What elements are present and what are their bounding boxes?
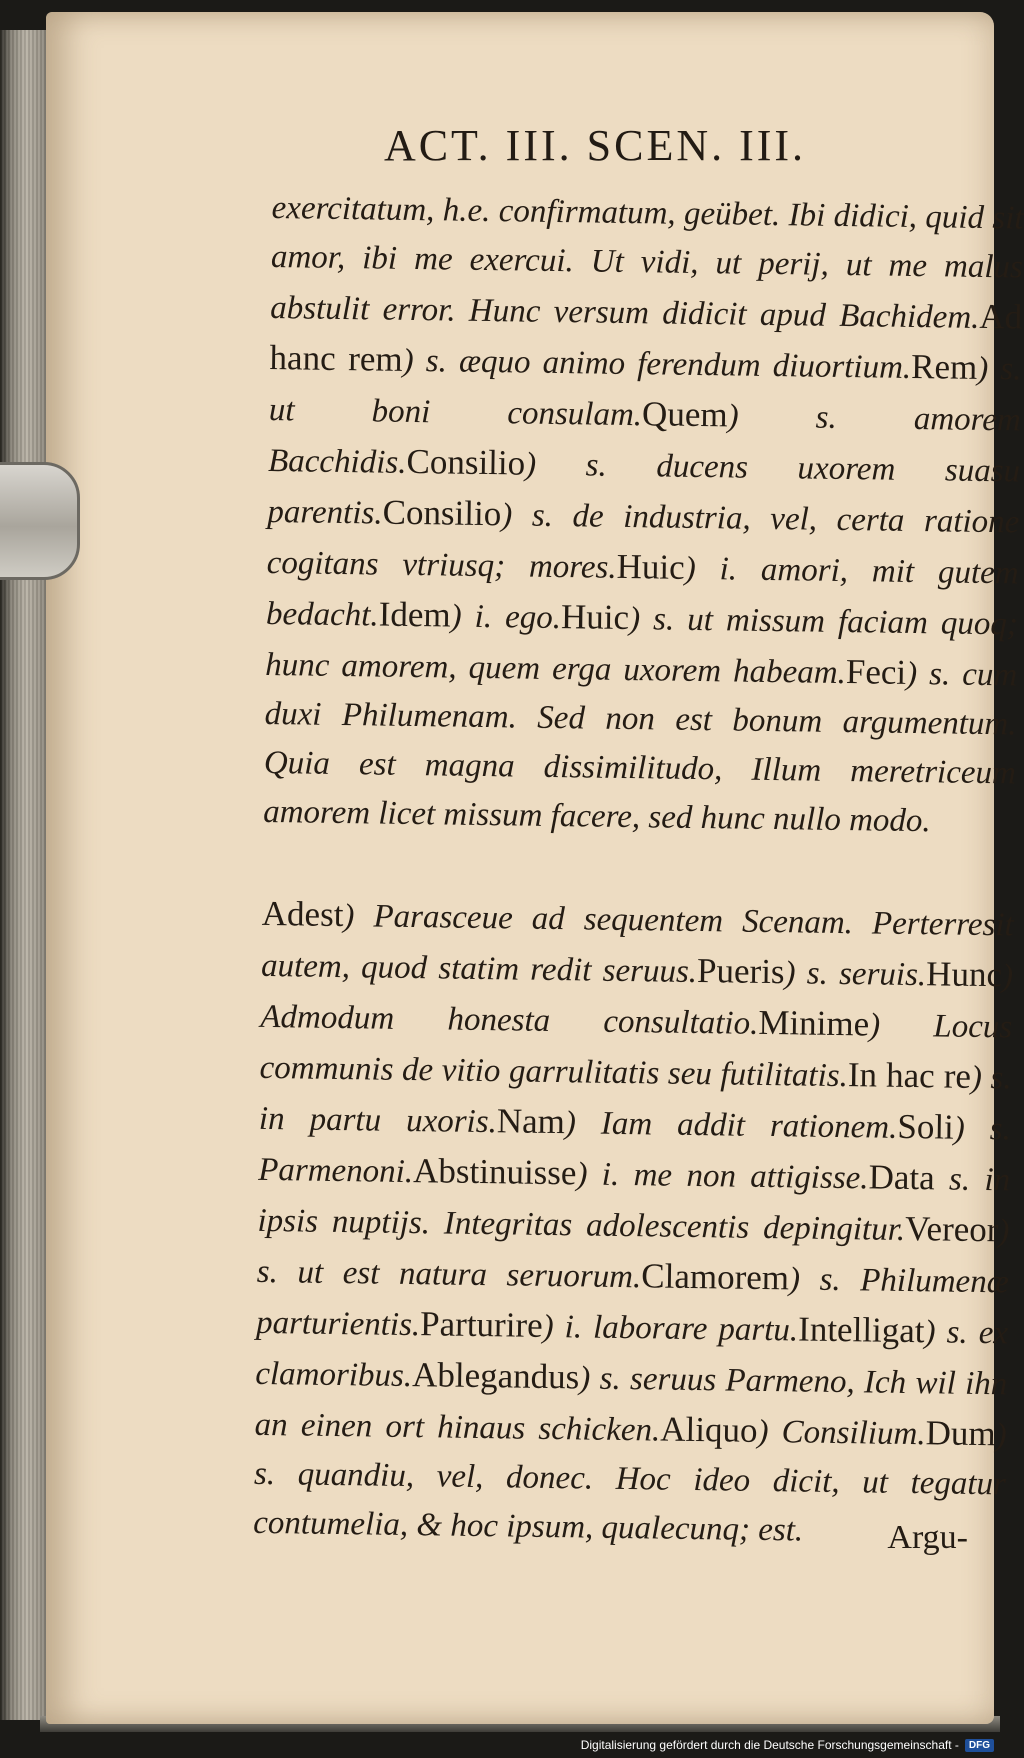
lemma-word: Feci [845,652,907,692]
lemma-word: Huic [560,597,630,638]
lemma-word: Huic [616,546,686,587]
lemma-word: Data [868,1157,935,1198]
lemma-word: Dum [925,1413,996,1454]
lemma-word: In hac re [847,1055,972,1096]
gloss-text: ) s. cum duxi Philumenam. Sed non est bonum argumentum. Quia est magna dissimilitudo, Illum meretriceum amorem licet missum facere, sed hunc nullo modo. [262,655,1018,840]
lemma-word: Ad hanc rem [269,296,1023,379]
lemma-word: Quem [641,394,728,435]
gloss-text: ) s. quandiu, vel, donec. Hoc ideo dicit, ut tegatur contumelia, & hoc ipsum, qualecunq; est. [253,1417,1007,1549]
gloss-text: ) s. Philumenæ parturientis. [255,1261,1009,1344]
gloss-text: ) s. seruus Parmeno, Ich wil ihn an einen ort hinaus schicken. [254,1360,1008,1449]
gloss-text: ) i. ego. [450,598,562,637]
gloss-text: ) i. me non attigisse. [576,1156,869,1197]
lemma-word: Consilio [406,441,526,483]
lemma-word: Parturire [419,1304,543,1345]
lemma-word: Clamorem [641,1256,790,1298]
gloss-text: ) s. ex clamoribus. [255,1314,1009,1395]
lemma-word: Consilio [382,492,502,534]
gloss-text: ) Iam addit rationem. [564,1105,898,1146]
gloss-text: ) i. amori, mit gutem bedacht. [265,550,1019,634]
gloss-text: ) s. in partu uxoris. [258,1059,1012,1141]
gloss-text: s. in ipsis nuptijs. Integritas adolescentis depingitur. [257,1161,1011,1248]
lemma-word: Soli [897,1106,955,1147]
gloss-text: ) s. Parmenoni. [257,1110,1012,1191]
gloss-text: ) s. æquo animo ferendum diuortium. [402,342,912,386]
gloss-text: ) Admodum honesta consultatio. [260,958,1014,1042]
lemma-word: Aliquo [660,1409,758,1450]
gloss-text: ) i. laborare partu. [542,1308,799,1349]
lemma-word: Pueris [696,951,785,992]
gloss-text: ) Locus communis de vitio garrulitatis seu futilitatis. [259,1007,1013,1095]
lemma-word: Intelligat [797,1309,925,1351]
lemma-word: Hunc [925,954,1003,995]
gloss-text: ) s. amorem Bacchidis. [267,398,1022,481]
commentary-text [253,184,1024,1558]
paragraph-2 [253,889,1014,1558]
digitization-credit [573,1734,1000,1756]
credit-text: Digitalisierung gefördert durch die Deutsche Forschungsgemeinschaft - [580,1738,959,1752]
gloss-text: ) s. ut boni consulam. [268,350,1022,434]
lemma-word: Idem [378,594,451,635]
gloss-text: ) s. seruis. [784,955,927,994]
lemma-word: Adest [261,893,344,935]
gloss-text: ) s. ut missum faciam quoq; hunc amorem, quem erga uxorem habeam. [265,601,1019,692]
gloss-text: ) Parasceue ad sequentem Scenam. Perterresit autem, quod statim redit seruus. [260,898,1014,991]
running-head: ACT. III. SCEN. III. [383,121,807,170]
gloss-text: ) s. de industria, vel, certa ratione cogitans vtriusq; mores. [266,497,1020,586]
gloss-text: ) s. ducens uxorem suasu parentis. [267,446,1021,532]
page-clip [0,462,80,580]
lemma-word: Rem [910,346,978,387]
book-page [46,12,1024,1724]
lemma-word: Ablegandus [411,1355,580,1397]
gloss-text: ) s. ut est natura seruorum. [256,1213,1010,1296]
gloss-text: ) Consilium. [757,1413,926,1453]
dfg-logo: DFG [965,1739,994,1752]
paragraph-1 [263,184,1024,847]
catchword: Argu- [887,1519,968,1556]
lemma-word: Nam [496,1101,566,1142]
gloss-text: exercitatum, h.e. confirmatum, geübet. Ibi didici, quid sit amor, ibi me exercui. Ut vidi, ut perij, ut me malus abstulit error. Hunc versum didicit apud Bachidem. [270,189,1024,336]
lemma-word: Minime [758,1002,870,1044]
lemma-word: Vereor [904,1208,999,1250]
lemma-word: Abstinuisse [412,1151,577,1193]
